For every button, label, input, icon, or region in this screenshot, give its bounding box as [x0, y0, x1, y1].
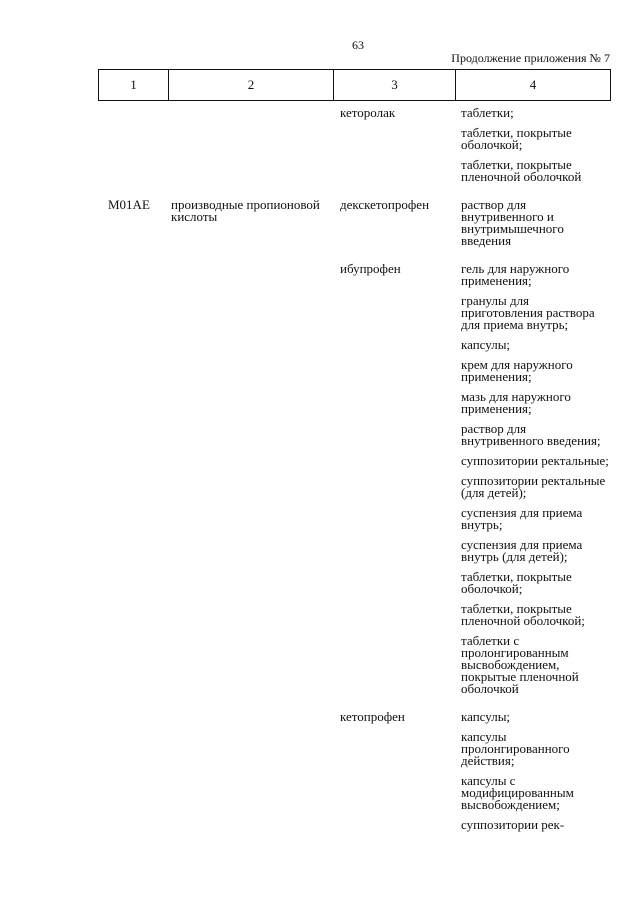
dosage-form: таблетки, покрытые пленочной оболочкой;: [461, 601, 585, 628]
column-header-1: 1: [99, 70, 169, 101]
dosage-forms: [461, 263, 611, 695]
drug-row: [0, 199, 640, 247]
drug-name: ибупрофен: [340, 261, 401, 276]
dosage-form: мазь для наружного применения;: [461, 389, 571, 416]
atc-group: [0, 199, 640, 831]
table-body: [0, 107, 640, 839]
dosage-form: крем для наружного применения;: [461, 357, 573, 384]
dosage-forms: [461, 199, 611, 247]
drug-row: [0, 263, 640, 695]
continuation-label: Продолжение приложения № 7: [451, 51, 610, 65]
drug-name: кетопрофен: [340, 709, 405, 724]
column-header-row: [99, 70, 611, 101]
dosage-form: суппозитории ректальные;: [461, 453, 609, 468]
column-header-table: [98, 69, 611, 101]
atc-group: [0, 107, 640, 183]
dosage-form: таблетки, покрытые оболочкой;: [461, 125, 572, 152]
atc-group-name: производные пропионовой кислоты: [171, 197, 320, 224]
dosage-form: раствор для внутривенного введения;: [461, 421, 601, 448]
page-number: 63: [352, 38, 364, 52]
dosage-form: гель для наружного применения;: [461, 261, 570, 288]
dosage-form: таблетки с пролонгированным высвобождением, покрытые пленочной оболочкой: [461, 633, 579, 696]
drug-row: [0, 107, 640, 183]
dosage-form: гранулы для приготовления раствора для приема внутрь;: [461, 293, 595, 332]
dosage-form: капсулы;: [461, 337, 511, 352]
dosage-form: суспензия для приема внутрь (для детей);: [461, 537, 583, 564]
dosage-form: капсулы с модифицированным высвобождением;: [461, 773, 574, 812]
dosage-forms: [461, 711, 611, 831]
dosage-form: капсулы пролонгированного действия;: [461, 729, 570, 768]
dosage-form: таблетки, покрытые пленочной оболочкой: [461, 157, 582, 184]
dosage-form: суппозитории рек-: [461, 817, 565, 832]
drug-row: [0, 711, 640, 831]
dosage-forms: [461, 107, 611, 183]
dosage-form: раствор для внутривенного и внутримышечного введения: [461, 197, 564, 248]
dosage-form: суппозитории ректальные (для детей);: [461, 473, 606, 500]
drug-name: декскетопрофен: [340, 197, 430, 212]
dosage-form: таблетки;: [461, 105, 514, 120]
dosage-form: таблетки, покрытые оболочкой;: [461, 569, 572, 596]
drug-name: кеторолак: [340, 105, 396, 120]
atc-code: M01AE: [108, 197, 150, 212]
column-header-2: 2: [169, 70, 334, 101]
column-header-3: 3: [334, 70, 456, 101]
dosage-form: капсулы;: [461, 709, 511, 724]
dosage-form: суспензия для приема внутрь;: [461, 505, 583, 532]
column-header-4: 4: [456, 70, 611, 101]
